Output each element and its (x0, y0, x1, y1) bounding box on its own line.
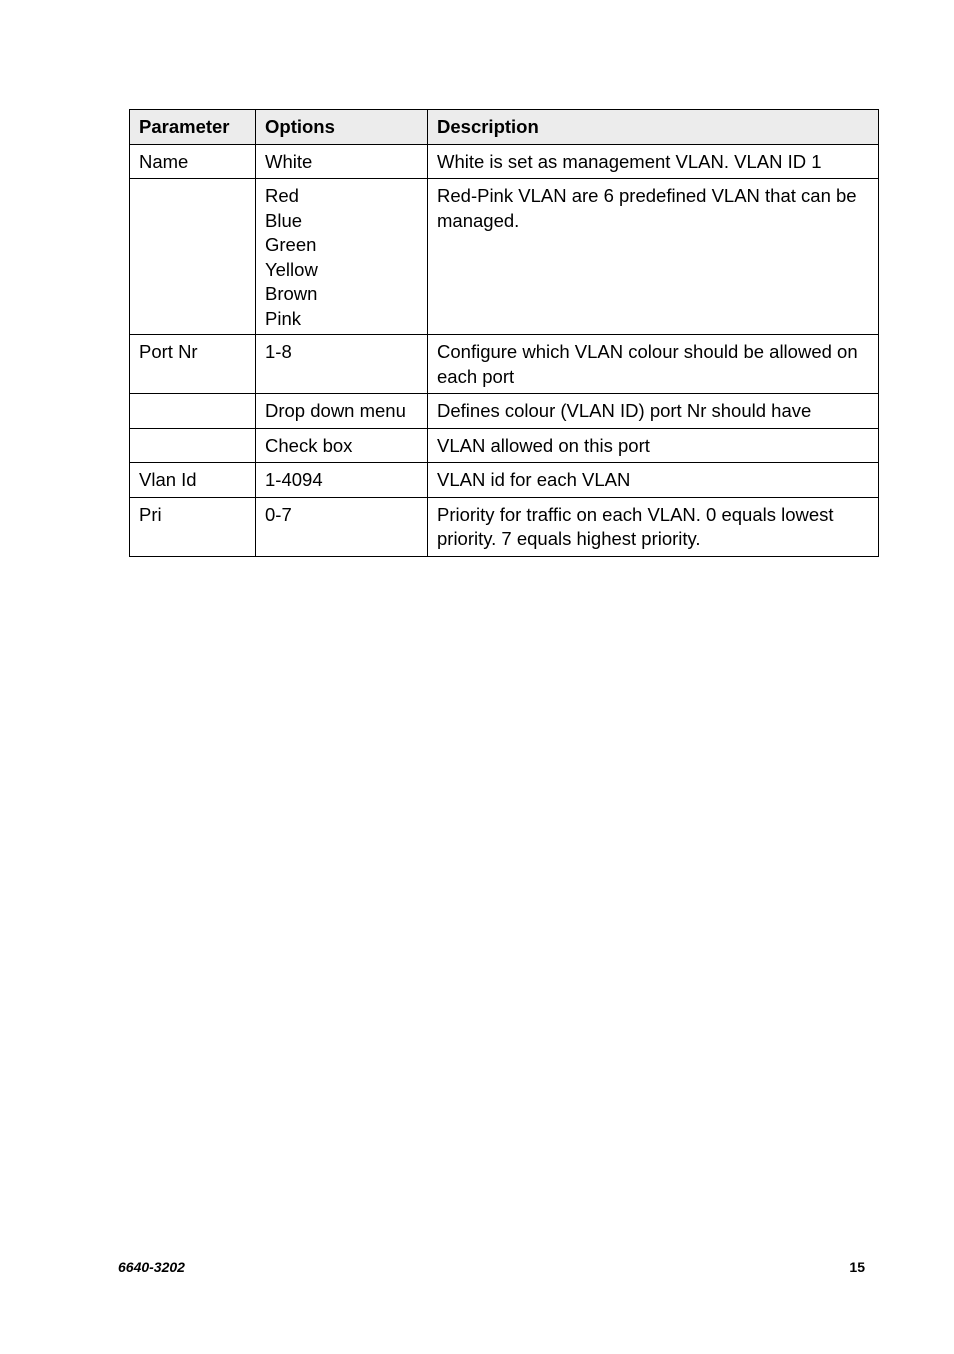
table-row (130, 428, 879, 463)
page-number: 15 (849, 1259, 865, 1275)
column-header-options: Options (256, 110, 428, 145)
option-value: Yellow (265, 258, 318, 280)
description-cell: Priority for traffic on each VLAN. 0 equals lowest priority. 7 equals highest priority. (428, 497, 879, 556)
parameter-cell: Name (130, 144, 256, 179)
table-row (130, 463, 879, 498)
parameter-cell (130, 179, 256, 335)
parameter-cell: Pri (130, 497, 256, 556)
table-row (130, 497, 879, 556)
parameter-cell (130, 394, 256, 429)
options-cell (256, 394, 428, 429)
option-value: Blue (265, 209, 303, 231)
table-row (130, 394, 879, 429)
options-cell (256, 179, 428, 335)
options-cell (256, 144, 428, 179)
option-value: 1-4094 (265, 469, 323, 490)
option-value: Drop down menu (265, 400, 406, 421)
options-cell (256, 428, 428, 463)
description-cell: Configure which VLAN colour should be allowed on each port (428, 335, 879, 394)
parameter-cell: Port Nr (130, 335, 256, 394)
description-cell: VLAN id for each VLAN (428, 463, 879, 498)
table-row (130, 335, 879, 394)
option-value: Pink (265, 307, 301, 329)
option-value: 0-7 (265, 503, 292, 525)
description-cell: Red-Pink VLAN are 6 predefined VLAN that can be managed. (428, 179, 879, 335)
option-value: Green (265, 234, 317, 255)
option-value: Check box (265, 434, 353, 456)
description-cell: White is set as management VLAN. VLAN ID 1 (428, 144, 879, 179)
option-value: 1-8 (265, 341, 292, 362)
parameter-cell (130, 428, 256, 463)
table-row (130, 144, 879, 179)
description-cell: Defines colour (VLAN ID) port Nr should have (428, 394, 879, 429)
column-header-description: Description (428, 110, 879, 145)
table-row (130, 179, 879, 335)
document-number: 6640-3202 (118, 1259, 185, 1275)
options-cell (256, 497, 428, 556)
option-value: White (265, 150, 313, 172)
option-value: Red (265, 185, 299, 206)
description-cell: VLAN allowed on this port (428, 428, 879, 463)
table-header-row (130, 110, 879, 145)
parameter-table (129, 109, 879, 557)
options-cell (256, 463, 428, 498)
column-header-parameter: Parameter (130, 110, 256, 145)
parameter-cell: Vlan Id (130, 463, 256, 498)
options-cell (256, 335, 428, 394)
option-value: Brown (265, 283, 318, 304)
